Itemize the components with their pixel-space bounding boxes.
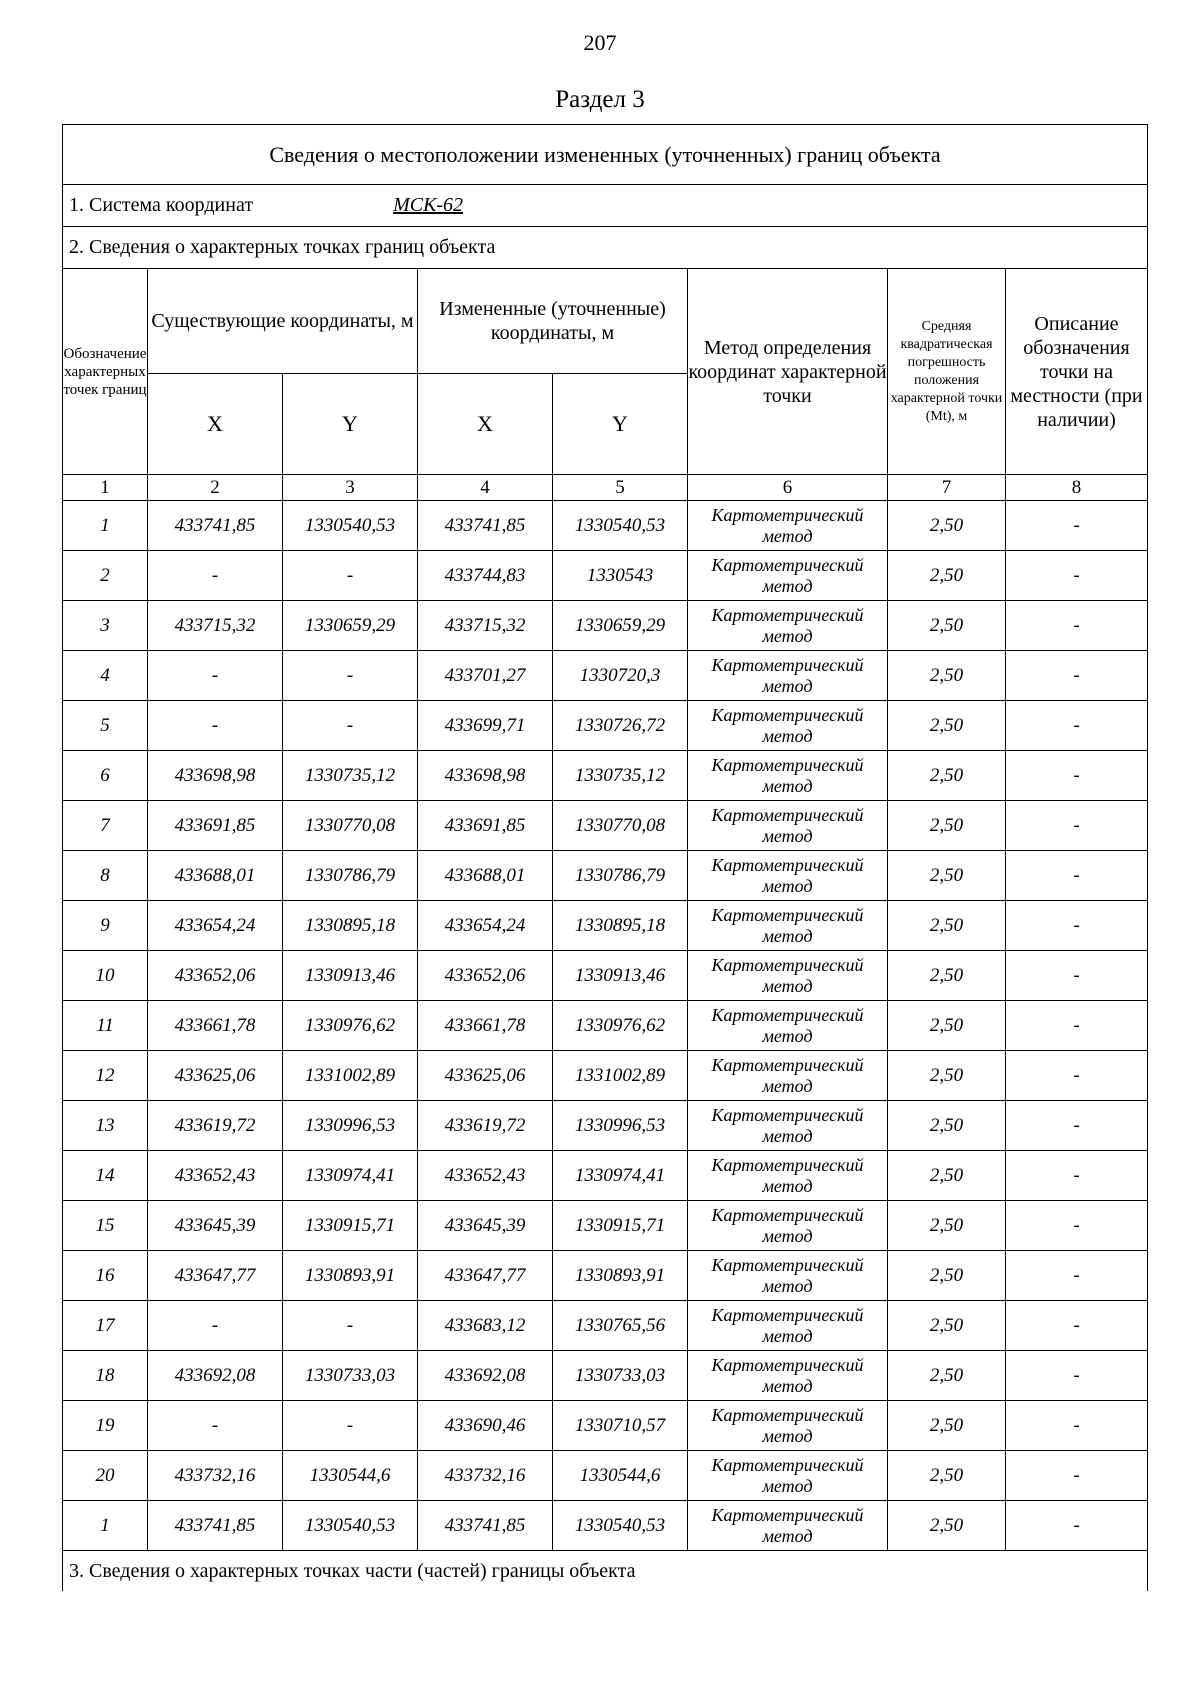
accuracy-cell: 2,50 xyxy=(888,501,1006,551)
changed-y-cell: 1330735,12 xyxy=(553,751,688,801)
coord-system-value: МСК-62 xyxy=(393,194,464,216)
method-cell: Картометрический метод xyxy=(688,1201,888,1251)
method-cell: Картометрический метод xyxy=(688,701,888,751)
existing-y-cell: 1330544,6 xyxy=(283,1451,418,1501)
method-cell: Картометрический метод xyxy=(688,1151,888,1201)
changed-y-cell: 1330895,18 xyxy=(553,901,688,951)
method-cell: Картометрический метод xyxy=(688,1251,888,1301)
point-id-cell: 11 xyxy=(63,1001,148,1051)
table-row xyxy=(63,1451,1148,1501)
existing-y-cell: 1330976,62 xyxy=(283,1001,418,1051)
changed-x-cell: 433619,72 xyxy=(418,1101,553,1151)
existing-x-cell: 433692,08 xyxy=(148,1351,283,1401)
description-cell: - xyxy=(1006,651,1148,701)
header-existing-coords: Существующие координаты, м xyxy=(148,269,418,374)
accuracy-cell: 2,50 xyxy=(888,1051,1006,1101)
method-cell: Картометрический метод xyxy=(688,901,888,951)
accuracy-cell: 2,50 xyxy=(888,701,1006,751)
existing-y-cell: 1330733,03 xyxy=(283,1351,418,1401)
header-accuracy: Средняя квадратическая погрешность положения характерной точки (Mt), м xyxy=(888,269,1006,475)
description-cell: - xyxy=(1006,1251,1148,1301)
header-point-designation: Обозначение характерных точек границ xyxy=(63,269,148,475)
changed-y-cell: 1330710,57 xyxy=(553,1401,688,1451)
changed-y-cell: 1330893,91 xyxy=(553,1251,688,1301)
method-cell: Картометрический метод xyxy=(688,1501,888,1551)
method-cell: Картометрический метод xyxy=(688,1101,888,1151)
table-row xyxy=(63,1201,1148,1251)
changed-y-cell: 1330913,46 xyxy=(553,951,688,1001)
header-description: Описание обозначения точки на местности (при наличии) xyxy=(1006,269,1148,475)
header-changed-coords: Измененные (уточненные) координаты, м xyxy=(418,269,688,374)
accuracy-cell: 2,50 xyxy=(888,551,1006,601)
existing-y-cell: 1330915,71 xyxy=(283,1201,418,1251)
changed-x-cell: 433715,32 xyxy=(418,601,553,651)
column-number: 1 xyxy=(63,475,148,501)
existing-x-cell: 433625,06 xyxy=(148,1051,283,1101)
header-existing-y: Y xyxy=(283,374,418,475)
method-cell: Картометрический метод xyxy=(688,601,888,651)
table-row xyxy=(63,1051,1148,1101)
changed-y-cell: 1330540,53 xyxy=(553,1501,688,1551)
changed-x-cell: 433683,12 xyxy=(418,1301,553,1351)
accuracy-cell: 2,50 xyxy=(888,851,1006,901)
changed-y-cell: 1330726,72 xyxy=(553,701,688,751)
method-cell: Картометрический метод xyxy=(688,501,888,551)
changed-x-cell: 433691,85 xyxy=(418,801,553,851)
changed-y-cell: 1330659,29 xyxy=(553,601,688,651)
description-cell: - xyxy=(1006,1351,1148,1401)
changed-x-cell: 433699,71 xyxy=(418,701,553,751)
existing-x-cell: 433619,72 xyxy=(148,1101,283,1151)
existing-x-cell: 433691,85 xyxy=(148,801,283,851)
changed-y-cell: 1330765,56 xyxy=(553,1301,688,1351)
changed-y-cell: 1330720,3 xyxy=(553,651,688,701)
table-row xyxy=(63,1351,1148,1401)
existing-y-cell: 1330770,08 xyxy=(283,801,418,851)
point-id-cell: 6 xyxy=(63,751,148,801)
changed-y-cell: 1330544,6 xyxy=(553,1451,688,1501)
changed-x-cell: 433732,16 xyxy=(418,1451,553,1501)
changed-x-cell: 433692,08 xyxy=(418,1351,553,1401)
description-cell: - xyxy=(1006,501,1148,551)
table-row xyxy=(63,801,1148,851)
table-row xyxy=(63,651,1148,701)
parts-info-label: 3. Сведения о характерных точках части (частей) границы объекта xyxy=(63,1551,1148,1592)
description-cell: - xyxy=(1006,901,1148,951)
header-changed-y: Y xyxy=(553,374,688,475)
changed-x-cell: 433698,98 xyxy=(418,751,553,801)
existing-x-cell: 433647,77 xyxy=(148,1251,283,1301)
changed-y-cell: 1330540,53 xyxy=(553,501,688,551)
point-id-cell: 2 xyxy=(63,551,148,601)
point-id-cell: 12 xyxy=(63,1051,148,1101)
changed-y-cell: 1330915,71 xyxy=(553,1201,688,1251)
accuracy-cell: 2,50 xyxy=(888,1501,1006,1551)
changed-x-cell: 433744,83 xyxy=(418,551,553,601)
column-number: 8 xyxy=(1006,475,1148,501)
table-row xyxy=(63,1401,1148,1451)
accuracy-cell: 2,50 xyxy=(888,1001,1006,1051)
description-cell: - xyxy=(1006,551,1148,601)
point-id-cell: 19 xyxy=(63,1401,148,1451)
accuracy-cell: 2,50 xyxy=(888,751,1006,801)
accuracy-cell: 2,50 xyxy=(888,1151,1006,1201)
method-cell: Картометрический метод xyxy=(688,951,888,1001)
header-existing-x: X xyxy=(148,374,283,475)
column-number: 4 xyxy=(418,475,553,501)
existing-x-cell: - xyxy=(148,1401,283,1451)
existing-x-cell: 433741,85 xyxy=(148,1501,283,1551)
table-row xyxy=(63,951,1148,1001)
existing-y-cell: 1330735,12 xyxy=(283,751,418,801)
accuracy-cell: 2,50 xyxy=(888,1401,1006,1451)
method-cell: Картометрический метод xyxy=(688,1001,888,1051)
table-row xyxy=(63,1251,1148,1301)
changed-x-cell: 433661,78 xyxy=(418,1001,553,1051)
accuracy-cell: 2,50 xyxy=(888,801,1006,851)
method-cell: Картометрический метод xyxy=(688,1351,888,1401)
existing-y-cell: 1330996,53 xyxy=(283,1101,418,1151)
column-number: 2 xyxy=(148,475,283,501)
point-id-cell: 3 xyxy=(63,601,148,651)
existing-x-cell: 433715,32 xyxy=(148,601,283,651)
accuracy-cell: 2,50 xyxy=(888,951,1006,1001)
accuracy-cell: 2,50 xyxy=(888,1451,1006,1501)
existing-y-cell: 1330659,29 xyxy=(283,601,418,651)
description-cell: - xyxy=(1006,601,1148,651)
changed-x-cell: 433645,39 xyxy=(418,1201,553,1251)
existing-x-cell: 433652,43 xyxy=(148,1151,283,1201)
point-id-cell: 1 xyxy=(63,1501,148,1551)
point-id-cell: 4 xyxy=(63,651,148,701)
description-cell: - xyxy=(1006,801,1148,851)
section-title: Раздел 3 xyxy=(555,86,645,113)
accuracy-cell: 2,50 xyxy=(888,1251,1006,1301)
changed-y-cell: 1330996,53 xyxy=(553,1101,688,1151)
description-cell: - xyxy=(1006,1001,1148,1051)
changed-y-cell: 1330976,62 xyxy=(553,1001,688,1051)
table-title: Сведения о местоположении измененных (уточненных) границ объекта xyxy=(63,125,1148,185)
header-changed-x: X xyxy=(418,374,553,475)
table-row xyxy=(63,551,1148,601)
point-id-cell: 15 xyxy=(63,1201,148,1251)
description-cell: - xyxy=(1006,1501,1148,1551)
column-number: 5 xyxy=(553,475,688,501)
existing-y-cell: - xyxy=(283,551,418,601)
existing-x-cell: 433698,98 xyxy=(148,751,283,801)
description-cell: - xyxy=(1006,851,1148,901)
existing-y-cell: 1331002,89 xyxy=(283,1051,418,1101)
changed-y-cell: 1330770,08 xyxy=(553,801,688,851)
point-id-cell: 10 xyxy=(63,951,148,1001)
existing-x-cell: 433654,24 xyxy=(148,901,283,951)
description-cell: - xyxy=(1006,1401,1148,1451)
accuracy-cell: 2,50 xyxy=(888,601,1006,651)
existing-y-cell: 1330913,46 xyxy=(283,951,418,1001)
existing-x-cell: - xyxy=(148,1301,283,1351)
description-cell: - xyxy=(1006,1101,1148,1151)
changed-x-cell: 433688,01 xyxy=(418,851,553,901)
existing-y-cell: - xyxy=(283,701,418,751)
table-row xyxy=(63,751,1148,801)
changed-x-cell: 433625,06 xyxy=(418,1051,553,1101)
changed-x-cell: 433690,46 xyxy=(418,1401,553,1451)
description-cell: - xyxy=(1006,1451,1148,1501)
method-cell: Картометрический метод xyxy=(688,851,888,901)
existing-y-cell: 1330895,18 xyxy=(283,901,418,951)
existing-x-cell: 433732,16 xyxy=(148,1451,283,1501)
description-cell: - xyxy=(1006,951,1148,1001)
existing-y-cell: - xyxy=(283,651,418,701)
changed-x-cell: 433654,24 xyxy=(418,901,553,951)
existing-y-cell: 1330786,79 xyxy=(283,851,418,901)
existing-x-cell: 433688,01 xyxy=(148,851,283,901)
page-number: 207 xyxy=(583,30,617,55)
accuracy-cell: 2,50 xyxy=(888,1351,1006,1401)
existing-x-cell: 433661,78 xyxy=(148,1001,283,1051)
description-cell: - xyxy=(1006,1151,1148,1201)
description-cell: - xyxy=(1006,1051,1148,1101)
point-id-cell: 16 xyxy=(63,1251,148,1301)
table-row xyxy=(63,601,1148,651)
existing-x-cell: 433652,06 xyxy=(148,951,283,1001)
method-cell: Картометрический метод xyxy=(688,751,888,801)
point-id-cell: 5 xyxy=(63,701,148,751)
changed-x-cell: 433741,85 xyxy=(418,501,553,551)
changed-y-cell: 1331002,89 xyxy=(553,1051,688,1101)
table-row xyxy=(63,851,1148,901)
points-info-label: 2. Сведения о характерных точках границ объекта xyxy=(63,227,1148,269)
header-method: Метод определения координат характерной точки xyxy=(688,269,888,475)
table-row xyxy=(63,1001,1148,1051)
accuracy-cell: 2,50 xyxy=(888,1201,1006,1251)
description-cell: - xyxy=(1006,751,1148,801)
point-id-cell: 13 xyxy=(63,1101,148,1151)
existing-y-cell: 1330893,91 xyxy=(283,1251,418,1301)
method-cell: Картометрический метод xyxy=(688,1451,888,1501)
column-number: 6 xyxy=(688,475,888,501)
existing-x-cell: - xyxy=(148,701,283,751)
changed-y-cell: 1330974,41 xyxy=(553,1151,688,1201)
point-id-cell: 20 xyxy=(63,1451,148,1501)
table-row xyxy=(63,1301,1148,1351)
method-cell: Картометрический метод xyxy=(688,1301,888,1351)
column-number: 7 xyxy=(888,475,1006,501)
description-cell: - xyxy=(1006,1301,1148,1351)
changed-y-cell: 1330786,79 xyxy=(553,851,688,901)
method-cell: Картометрический метод xyxy=(688,651,888,701)
accuracy-cell: 2,50 xyxy=(888,1101,1006,1151)
coord-system-label: 1. Система координат xyxy=(69,194,254,216)
accuracy-cell: 2,50 xyxy=(888,651,1006,701)
existing-y-cell: 1330540,53 xyxy=(283,1501,418,1551)
table-row xyxy=(63,1501,1148,1551)
coord-system-row xyxy=(63,185,1148,227)
table-row xyxy=(63,901,1148,951)
changed-x-cell: 433652,06 xyxy=(418,951,553,1001)
accuracy-cell: 2,50 xyxy=(888,901,1006,951)
changed-x-cell: 433647,77 xyxy=(418,1251,553,1301)
point-id-cell: 18 xyxy=(63,1351,148,1401)
table-row xyxy=(63,1101,1148,1151)
method-cell: Картометрический метод xyxy=(688,1051,888,1101)
boundary-points-table xyxy=(62,124,1148,1591)
changed-y-cell: 1330733,03 xyxy=(553,1351,688,1401)
method-cell: Картометрический метод xyxy=(688,551,888,601)
table-row xyxy=(63,701,1148,751)
existing-x-cell: 433741,85 xyxy=(148,501,283,551)
table-row xyxy=(63,1151,1148,1201)
point-id-cell: 1 xyxy=(63,501,148,551)
method-cell: Картометрический метод xyxy=(688,801,888,851)
existing-x-cell: 433645,39 xyxy=(148,1201,283,1251)
changed-x-cell: 433701,27 xyxy=(418,651,553,701)
existing-y-cell: 1330540,53 xyxy=(283,501,418,551)
table-row xyxy=(63,501,1148,551)
changed-x-cell: 433652,43 xyxy=(418,1151,553,1201)
method-cell: Картометрический метод xyxy=(688,1401,888,1451)
point-id-cell: 9 xyxy=(63,901,148,951)
point-id-cell: 7 xyxy=(63,801,148,851)
description-cell: - xyxy=(1006,1201,1148,1251)
existing-x-cell: - xyxy=(148,651,283,701)
existing-y-cell: - xyxy=(283,1301,418,1351)
description-cell: - xyxy=(1006,701,1148,751)
changed-y-cell: 1330543 xyxy=(553,551,688,601)
changed-x-cell: 433741,85 xyxy=(418,1501,553,1551)
existing-x-cell: - xyxy=(148,551,283,601)
point-id-cell: 8 xyxy=(63,851,148,901)
column-number: 3 xyxy=(283,475,418,501)
existing-y-cell: 1330974,41 xyxy=(283,1151,418,1201)
existing-y-cell: - xyxy=(283,1401,418,1451)
accuracy-cell: 2,50 xyxy=(888,1301,1006,1351)
point-id-cell: 14 xyxy=(63,1151,148,1201)
point-id-cell: 17 xyxy=(63,1301,148,1351)
